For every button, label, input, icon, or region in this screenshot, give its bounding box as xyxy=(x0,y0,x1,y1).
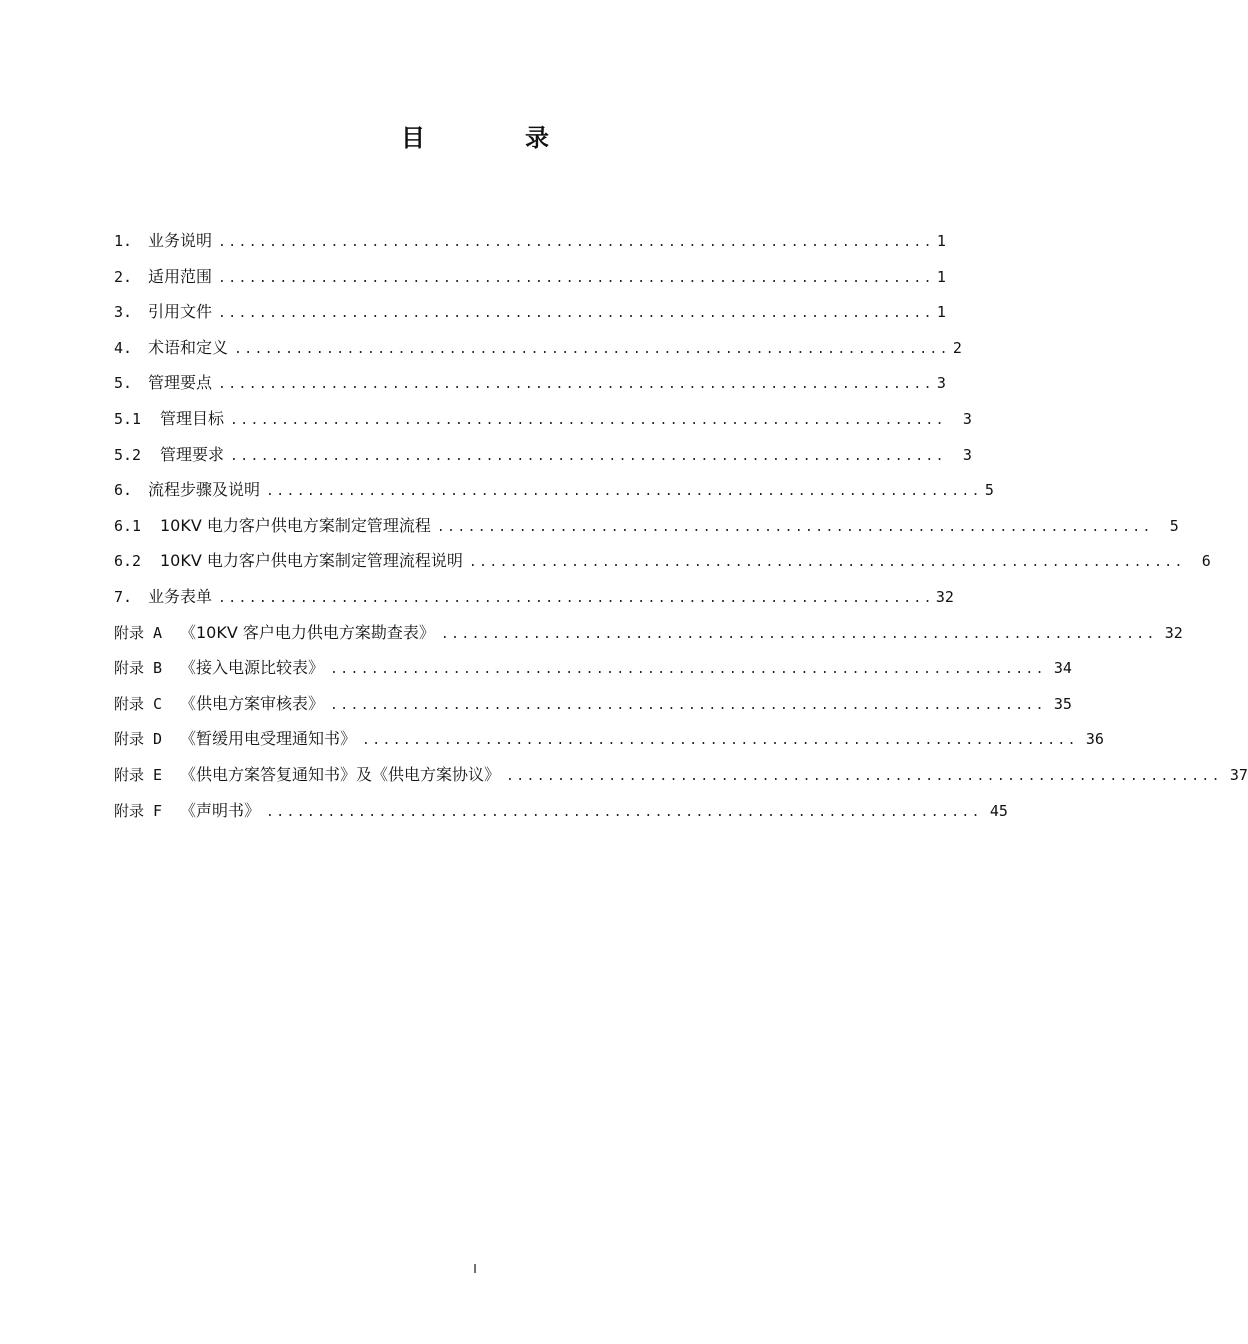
toc-entry-label: 管理要求 xyxy=(160,444,225,464)
toc-entry-page: 32 xyxy=(1164,623,1183,642)
toc-entry[interactable] xyxy=(114,475,994,511)
toc-entry-number: 5.1 xyxy=(114,409,142,428)
toc-entry-page: 3 xyxy=(936,374,946,393)
toc-leader-dots: ...................................................................... xyxy=(218,590,934,606)
toc-entry-label: 术语和定义 xyxy=(148,337,229,357)
toc-leader-dots: ...................................................................... xyxy=(506,768,1222,784)
toc-leader-dots: ...................................................................... xyxy=(330,662,1046,678)
toc-entry[interactable] xyxy=(114,724,1104,760)
toc-entry-page: 1 xyxy=(936,232,946,250)
toc-leader-dots: ...................................................................... xyxy=(330,697,1046,713)
toc-entry-number: 6.1 xyxy=(114,516,142,535)
toc-entry[interactable] xyxy=(114,404,972,440)
toc-entry-page: 35 xyxy=(1053,694,1072,713)
toc-entry-page: 32 xyxy=(935,587,954,606)
toc-entry[interactable] xyxy=(114,760,1248,796)
toc-entry-number: 3. xyxy=(114,303,133,322)
toc-entry-number: 7. xyxy=(114,587,133,606)
toc-entry-number: 1. xyxy=(114,232,133,250)
toc-entry-number: 附录 C xyxy=(114,694,163,713)
toc-entry-number: 4. xyxy=(114,338,133,357)
toc-entry[interactable] xyxy=(114,689,1072,725)
toc-entry-page: 5 xyxy=(1169,516,1179,535)
toc-entry-label: 《供电方案审核表》 xyxy=(180,693,325,713)
toc-entry-number: 附录 D xyxy=(114,730,163,749)
toc-entry-number: 5.2 xyxy=(114,445,142,464)
toc-entry[interactable] xyxy=(114,440,972,476)
toc-entry-page: 36 xyxy=(1085,730,1104,749)
toc-entry-label: 《声明书》 xyxy=(180,800,261,820)
toc-entry[interactable] xyxy=(114,582,954,618)
toc-entry-label: 管理目标 xyxy=(160,408,225,428)
toc-entry-label: 10KV 电力客户供电方案制定管理流程说明 xyxy=(160,551,463,571)
toc-leader-dots: ...................................................................... xyxy=(362,733,1078,749)
toc-entry-number: 附录 B xyxy=(114,659,163,678)
toc-entry[interactable] xyxy=(114,618,1183,654)
toc-entry-label: 流程步骤及说明 xyxy=(148,480,261,500)
toc-entry-label: 业务说明 xyxy=(148,231,213,250)
page-title: 目 录 xyxy=(401,124,587,152)
toc-entry[interactable] xyxy=(114,226,946,262)
toc-entry-page: 3 xyxy=(962,445,972,464)
toc-entry-number: 2. xyxy=(114,267,133,286)
toc-entry-page: 34 xyxy=(1053,659,1072,678)
toc-entry-number: 附录 A xyxy=(114,623,163,642)
toc-entry-number: 5. xyxy=(114,374,133,393)
toc-entry[interactable] xyxy=(114,333,962,369)
toc-entry-page: 1 xyxy=(936,267,946,286)
toc-leader-dots: ...................................................................... xyxy=(468,555,1185,571)
toc-entry-label: 引用文件 xyxy=(148,302,213,322)
toc-entry-label: 管理要点 xyxy=(148,373,213,393)
toc-entry[interactable] xyxy=(114,297,946,333)
toc-entry-label: 业务表单 xyxy=(148,586,213,606)
toc-entry[interactable] xyxy=(114,653,1072,689)
toc-leader-dots: ...................................................................... xyxy=(218,270,934,286)
page-number: I xyxy=(473,1262,477,1276)
toc-entry-label: 《10KV 客户电力供电方案勘查表》 xyxy=(180,622,435,642)
toc-entry[interactable] xyxy=(114,796,1008,832)
toc-leader-dots: ...................................................................... xyxy=(230,448,946,464)
toc-list xyxy=(114,226,1248,831)
toc-entry-label: 《接入电源比较表》 xyxy=(180,658,325,678)
toc-leader-dots: ...................................................................... xyxy=(440,626,1157,642)
toc-entry[interactable] xyxy=(114,262,946,298)
toc-entry[interactable] xyxy=(114,511,1179,547)
toc-entry[interactable] xyxy=(114,546,1211,582)
toc-leader-dots: ...................................................................... xyxy=(266,804,982,820)
toc-entry-page: 37 xyxy=(1229,765,1248,784)
toc-entry-number: 附录 E xyxy=(114,765,163,784)
toc-entry-label: 《暂缓用电受理通知书》 xyxy=(180,729,357,749)
toc-leader-dots: ...................................................................... xyxy=(218,306,934,322)
toc-leader-dots: ...................................................................... xyxy=(230,412,946,428)
toc-entry-label: 《供电方案答复通知书》及《供电方案协议》 xyxy=(180,764,501,784)
toc-leader-dots: ...................................................................... xyxy=(218,377,934,393)
toc-entry-label: 适用范围 xyxy=(148,266,213,286)
toc-leader-dots: ...................................................................... xyxy=(234,341,950,357)
toc-entry-number: 附录 F xyxy=(114,801,163,820)
toc-entry-number: 6.2 xyxy=(114,552,142,571)
toc-entry-page: 2 xyxy=(952,338,962,357)
toc-entry-page: 6 xyxy=(1201,552,1211,571)
toc-entry-page: 5 xyxy=(984,481,994,500)
toc-entry-page: 1 xyxy=(936,303,946,322)
toc-entry-number: 6. xyxy=(114,481,133,500)
toc-entry[interactable] xyxy=(114,368,946,404)
toc-entry-page: 45 xyxy=(989,801,1008,820)
toc-entry-page: 3 xyxy=(962,409,972,428)
toc-leader-dots: ...................................................................... xyxy=(218,235,934,250)
toc-entry-label: 10KV 电力客户供电方案制定管理流程 xyxy=(160,515,431,535)
toc-leader-dots: ...................................................................... xyxy=(436,519,1153,535)
toc-leader-dots: ...................................................................... xyxy=(266,484,982,500)
